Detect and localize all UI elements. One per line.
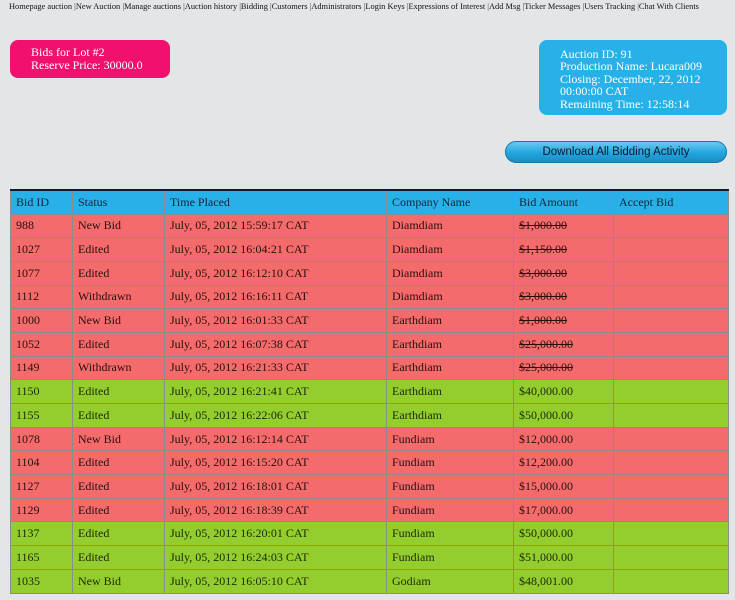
nav-link-ticker-messages[interactable]: Ticker Messages [524,2,581,11]
company-name-cell: Godiam [387,569,514,593]
time-placed-cell: July, 05, 2012 16:07:38 CAT [165,332,387,356]
nav-separator: | [404,2,409,11]
nav-link-homepage-auction[interactable]: Homepage auction [9,2,73,11]
bid-id-cell: 988 [11,214,73,238]
status-cell: New Bid [73,309,165,333]
nav-link-new-auction[interactable]: New Auction [75,2,121,11]
bid-id-cell: 1150 [11,380,73,404]
nav-link-login-keys[interactable]: Login Keys [365,2,405,11]
time-placed-cell: July, 05, 2012 16:21:33 CAT [165,356,387,380]
nav-separator: | [485,2,489,11]
bid-id-cell: 1035 [11,569,73,593]
table-row [11,546,729,570]
company-name-cell: Diamdiam [387,214,514,238]
time-placed-cell: July, 05, 2012 16:18:39 CAT [165,498,387,522]
bid-amount-cell: $1,000.00 [514,214,614,238]
bid-id-cell: 1000 [11,309,73,333]
time-placed-cell: July, 05, 2012 16:15:20 CAT [165,451,387,475]
status-cell: Edited [73,522,165,546]
status-cell: Edited [73,404,165,428]
table-row [11,427,729,451]
nav-link-bidding[interactable]: Bidding [240,2,268,11]
status-cell: Edited [73,498,165,522]
time-placed-cell: July, 05, 2012 16:12:14 CAT [165,427,387,451]
status-cell: Edited [73,451,165,475]
table-row [11,214,729,238]
bids-table [10,189,729,594]
table-row [11,261,729,285]
lot-title: Bids for Lot #2 [31,45,105,59]
table-row [11,498,729,522]
table-row [11,285,729,309]
bid-id-cell: 1077 [11,261,73,285]
table-row [11,451,729,475]
bid-amount-cell: $51,000.00 [514,546,614,570]
bid-amount-cell: $3,000.00 [514,261,614,285]
accept-bid-cell[interactable] [614,380,729,404]
status-cell: Edited [73,475,165,499]
bid-amount-cell: $40,000.00 [514,380,614,404]
company-name-cell: Fundiam [387,451,514,475]
bid-amount-cell: $12,000.00 [514,427,614,451]
accept-bid-cell[interactable] [614,498,729,522]
nav-separator: | [237,2,241,11]
table-row [11,380,729,404]
time-placed-cell: July, 05, 2012 16:20:01 CAT [165,522,387,546]
bid-amount-cell: $25,000.00 [514,356,614,380]
company-name-cell: Diamdiam [387,261,514,285]
time-placed-cell: July, 05, 2012 16:01:33 CAT [165,309,387,333]
accept-bid-cell[interactable] [614,522,729,546]
company-name-cell: Diamdiam [387,238,514,262]
table-row [11,238,729,262]
accept-bid-cell[interactable] [614,356,729,380]
nav-separator: | [267,2,272,11]
header-bid-amount: Bid Amount [514,190,614,214]
bid-id-cell: 1155 [11,404,73,428]
nav-link-chat-with-clients[interactable]: Chat With Clients [638,2,699,11]
bid-amount-cell: $1,150.00 [514,238,614,262]
header-accept-bid: Accept Bid [614,190,729,214]
status-cell: Edited [73,238,165,262]
auction-id: Auction ID: 91 [560,47,633,61]
nav-link-manage-auctions[interactable]: Manage auctions [124,2,182,11]
bid-id-cell: 1127 [11,475,73,499]
accept-bid-cell[interactable] [614,546,729,570]
time-placed-cell: July, 05, 2012 16:21:41 CAT [165,380,387,404]
status-cell: Withdrawn [73,285,165,309]
header-status: Status [73,190,165,214]
closing-date: Closing: December, 22, 2012 [560,71,701,86]
bid-amount-cell: $3,000.00 [514,285,614,309]
accept-bid-cell[interactable] [614,569,729,593]
company-name-cell: Earthdiam [387,332,514,356]
status-cell: Edited [73,546,165,570]
nav-link-add-msg[interactable]: Add Msg [488,2,521,11]
company-name-cell: Earthdiam [387,380,514,404]
table-row [11,569,729,593]
accept-bid-cell[interactable] [614,261,729,285]
status-cell: Edited [73,332,165,356]
nav-link-auction-history[interactable]: Auction history [184,2,238,11]
table-row [11,309,729,333]
nav-link-customers[interactable]: Customers [271,2,308,11]
bid-id-cell: 1027 [11,238,73,262]
bid-id-cell: 1165 [11,546,73,570]
bid-amount-cell: $12,200.00 [514,451,614,475]
bid-amount-cell: $50,000.00 [514,522,614,546]
time-placed-cell: July, 05, 2012 16:22:06 CAT [165,404,387,428]
company-name-cell: Fundiam [387,498,514,522]
time-placed-cell: July, 05, 2012 16:12:10 CAT [165,261,387,285]
accept-bid-cell[interactable] [614,214,729,238]
remaining-time: Remaining Time: 12:58:14 [560,96,690,111]
nav-separator: | [580,2,585,11]
company-name-cell: Diamdiam [387,285,514,309]
status-cell: New Bid [73,427,165,451]
time-placed-cell: July, 05, 2012 16:24:03 CAT [165,546,387,570]
nav-separator: | [181,2,185,11]
time-placed-cell: July, 05, 2012 16:04:21 CAT [165,238,387,262]
bid-amount-cell: $48,001.00 [514,569,614,593]
nav-link-administrators[interactable]: Administrators [311,2,362,11]
nav-separator: | [120,2,125,11]
bid-id-cell: 1052 [11,332,73,356]
nav-separator: | [72,2,76,11]
bid-id-cell: 1112 [11,285,73,309]
bid-amount-cell: $17,000.00 [514,498,614,522]
nav-separator: | [307,2,312,11]
nav-separator: | [520,2,525,11]
nav-separator: | [361,2,366,11]
table-row [11,475,729,499]
table-row [11,356,729,380]
production-name: Production Name: Lucara009 [560,59,702,74]
accept-bid-cell[interactable] [614,404,729,428]
bid-amount-cell: $25,000.00 [514,332,614,356]
company-name-cell: Earthdiam [387,356,514,380]
top-nav [9,2,735,11]
bid-id-cell: 1137 [11,522,73,546]
table-row [11,522,729,546]
nav-link-users-tracking[interactable]: Users Tracking [584,2,636,11]
accept-bid-cell[interactable] [614,238,729,262]
bid-amount-cell: $15,000.00 [514,475,614,499]
closing-time: 00:00:00 CAT [560,84,629,99]
accept-bid-cell[interactable] [614,332,729,356]
table-row [11,332,729,356]
time-placed-cell: July, 05, 2012 16:18:01 CAT [165,475,387,499]
company-name-cell: Earthdiam [387,404,514,428]
download-bidding-activity-button[interactable]: Download All Bidding Activity [505,141,727,163]
accept-bid-cell[interactable] [614,309,729,333]
accept-bid-cell[interactable] [614,427,729,451]
time-placed-cell: July, 05, 2012 16:05:10 CAT [165,569,387,593]
company-name-cell: Fundiam [387,427,514,451]
accept-bid-cell[interactable] [614,475,729,499]
reserve-price: Reserve Price: 30000.0 [31,58,143,72]
header-company-name: Company Name [387,190,514,214]
auction-info-box [539,40,727,115]
company-name-cell: Fundiam [387,475,514,499]
nav-link-expressions-of-interest[interactable]: Expressions of Interest [408,2,486,11]
accept-bid-cell[interactable] [614,285,729,309]
bid-id-cell: 1149 [11,356,73,380]
time-placed-cell: July, 05, 2012 16:16:11 CAT [165,285,387,309]
nav-separator: | [635,2,639,11]
table-header-row [11,190,729,214]
bid-amount-cell: $50,000.00 [514,404,614,428]
table-row [11,404,729,428]
header-bid-id: Bid ID [11,190,73,214]
company-name-cell: Fundiam [387,522,514,546]
lot-info-box [10,40,170,78]
bid-amount-cell: $1,000.00 [514,309,614,333]
time-placed-cell: July, 05, 2012 15:59:17 CAT [165,214,387,238]
status-cell: Withdrawn [73,356,165,380]
status-cell: Edited [73,261,165,285]
bid-id-cell: 1129 [11,498,73,522]
status-cell: New Bid [73,569,165,593]
bid-id-cell: 1104 [11,451,73,475]
header-time-placed: Time Placed [165,190,387,214]
status-cell: Edited [73,380,165,404]
status-cell: New Bid [73,214,165,238]
company-name-cell: Fundiam [387,546,514,570]
accept-bid-cell[interactable] [614,451,729,475]
bid-id-cell: 1078 [11,427,73,451]
company-name-cell: Earthdiam [387,309,514,333]
